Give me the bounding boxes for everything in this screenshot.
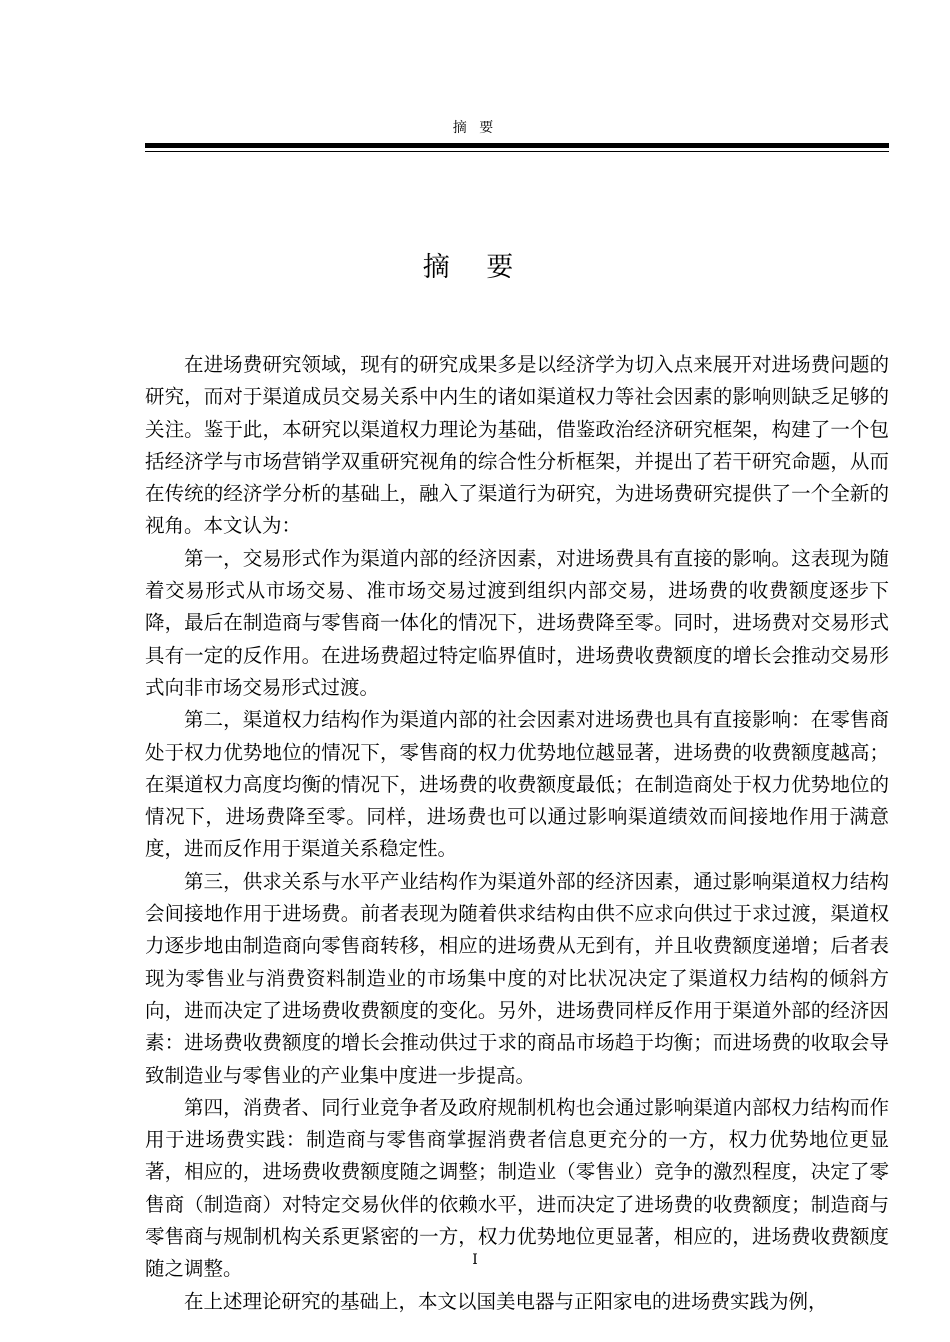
- paragraph-third: 第三，供求关系与水平产业结构作为渠道外部的经济因素，通过影响渠道权力结构会间接地作用于进场费。前者表现为随着供求结构由供不应求向供过于求过渡，渠道权力逐步地由制造商向零售商转移，相应的进场费从无到有，并且收费额度递增；后者表现为零售业与消费资料制造业的市场集中度的对比状况决定了渠道权力结构的倾斜方向，进而决定了进场费收费额度的变化。另外，进场费同样反作用于渠道外部的经济因素：进场费收费额度的增长会推动供过于求的商品市场趋于均衡；而进场费的收取会导致制造业与零售业的产业集中度进一步提高。: [145, 869, 889, 1087]
- header-rule-thin: [145, 151, 889, 152]
- header-rule-thick: [145, 143, 889, 148]
- running-header: 摘 要: [452, 120, 498, 136]
- abstract-body: [145, 349, 889, 1318]
- page-title: 摘 要: [422, 252, 528, 283]
- paragraph-conclusion-start: 在上述理论研究的基础上，本文以国美电器与正阳家电的进场费实践为例，: [184, 1289, 828, 1313]
- paragraph-intro: 在进场费研究领域，现有的研究成果多是以经济学为切入点来展开对进场费问题的研究，而对于渠道成员交易关系中内生的诸如渠道权力等社会因素的影响则缺乏足够的关注。鉴于此，本研究以渠道权力理论为基础，借鉴政治经济研究框架，构建了一个包括经济学与市场营销学双重研究视角的综合性分析框架，并提出了若干研究命题，从而在传统的经济学分析的基础上，融入了渠道行为研究，为进场费研究提供了一个全新的视角。本文认为：: [145, 353, 889, 538]
- page-number: I: [472, 1252, 478, 1268]
- paragraph-first: 第一，交易形式作为渠道内部的经济因素，对进场费具有直接的影响。这表现为随着交易形式从市场交易、准市场交易过渡到组织内部交易，进场费的收费额度逐步下降，最后在制造商与零售商一体化的情况下，进场费降至零。同时，进场费对交易形式具有一定的反作用。在进场费超过特定临界值时，进场费收费额度的增长会推动交易形式向非市场交易形式过渡。: [145, 546, 889, 699]
- paragraph-fourth: 第四，消费者、同行业竞争者及政府规制机构也会通过影响渠道内部权力结构而作用于进场费实践：制造商与零售商掌握消费者信息更充分的一方，权力优势地位更显著，相应的，进场费收费额度随之调整；制造业（零售业）竞争的激烈程度，决定了零售商（制造商）对特定交易伙伴的依赖水平，进而决定了进场费的收费额度；制造商与零售商与规制机构关系更紧密的一方，权力优势地位更显著，相应的，进场费收费额度随之调整。: [145, 1095, 889, 1281]
- paragraph-second: 第二，渠道权力结构作为渠道内部的社会因素对进场费也具有直接影响：在零售商处于权力优势地位的情况下，零售商的权力优势地位越显著，进场费的收费额度越高；在渠道权力高度均衡的情况下，进场费的收费额度最低；在制造商处于权力优势地位的情况下，进场费降至零。同样，进场费也可以通过影响渠道绩效而间接地作用于满意度，进而反作用于渠道关系稳定性。: [145, 708, 889, 861]
